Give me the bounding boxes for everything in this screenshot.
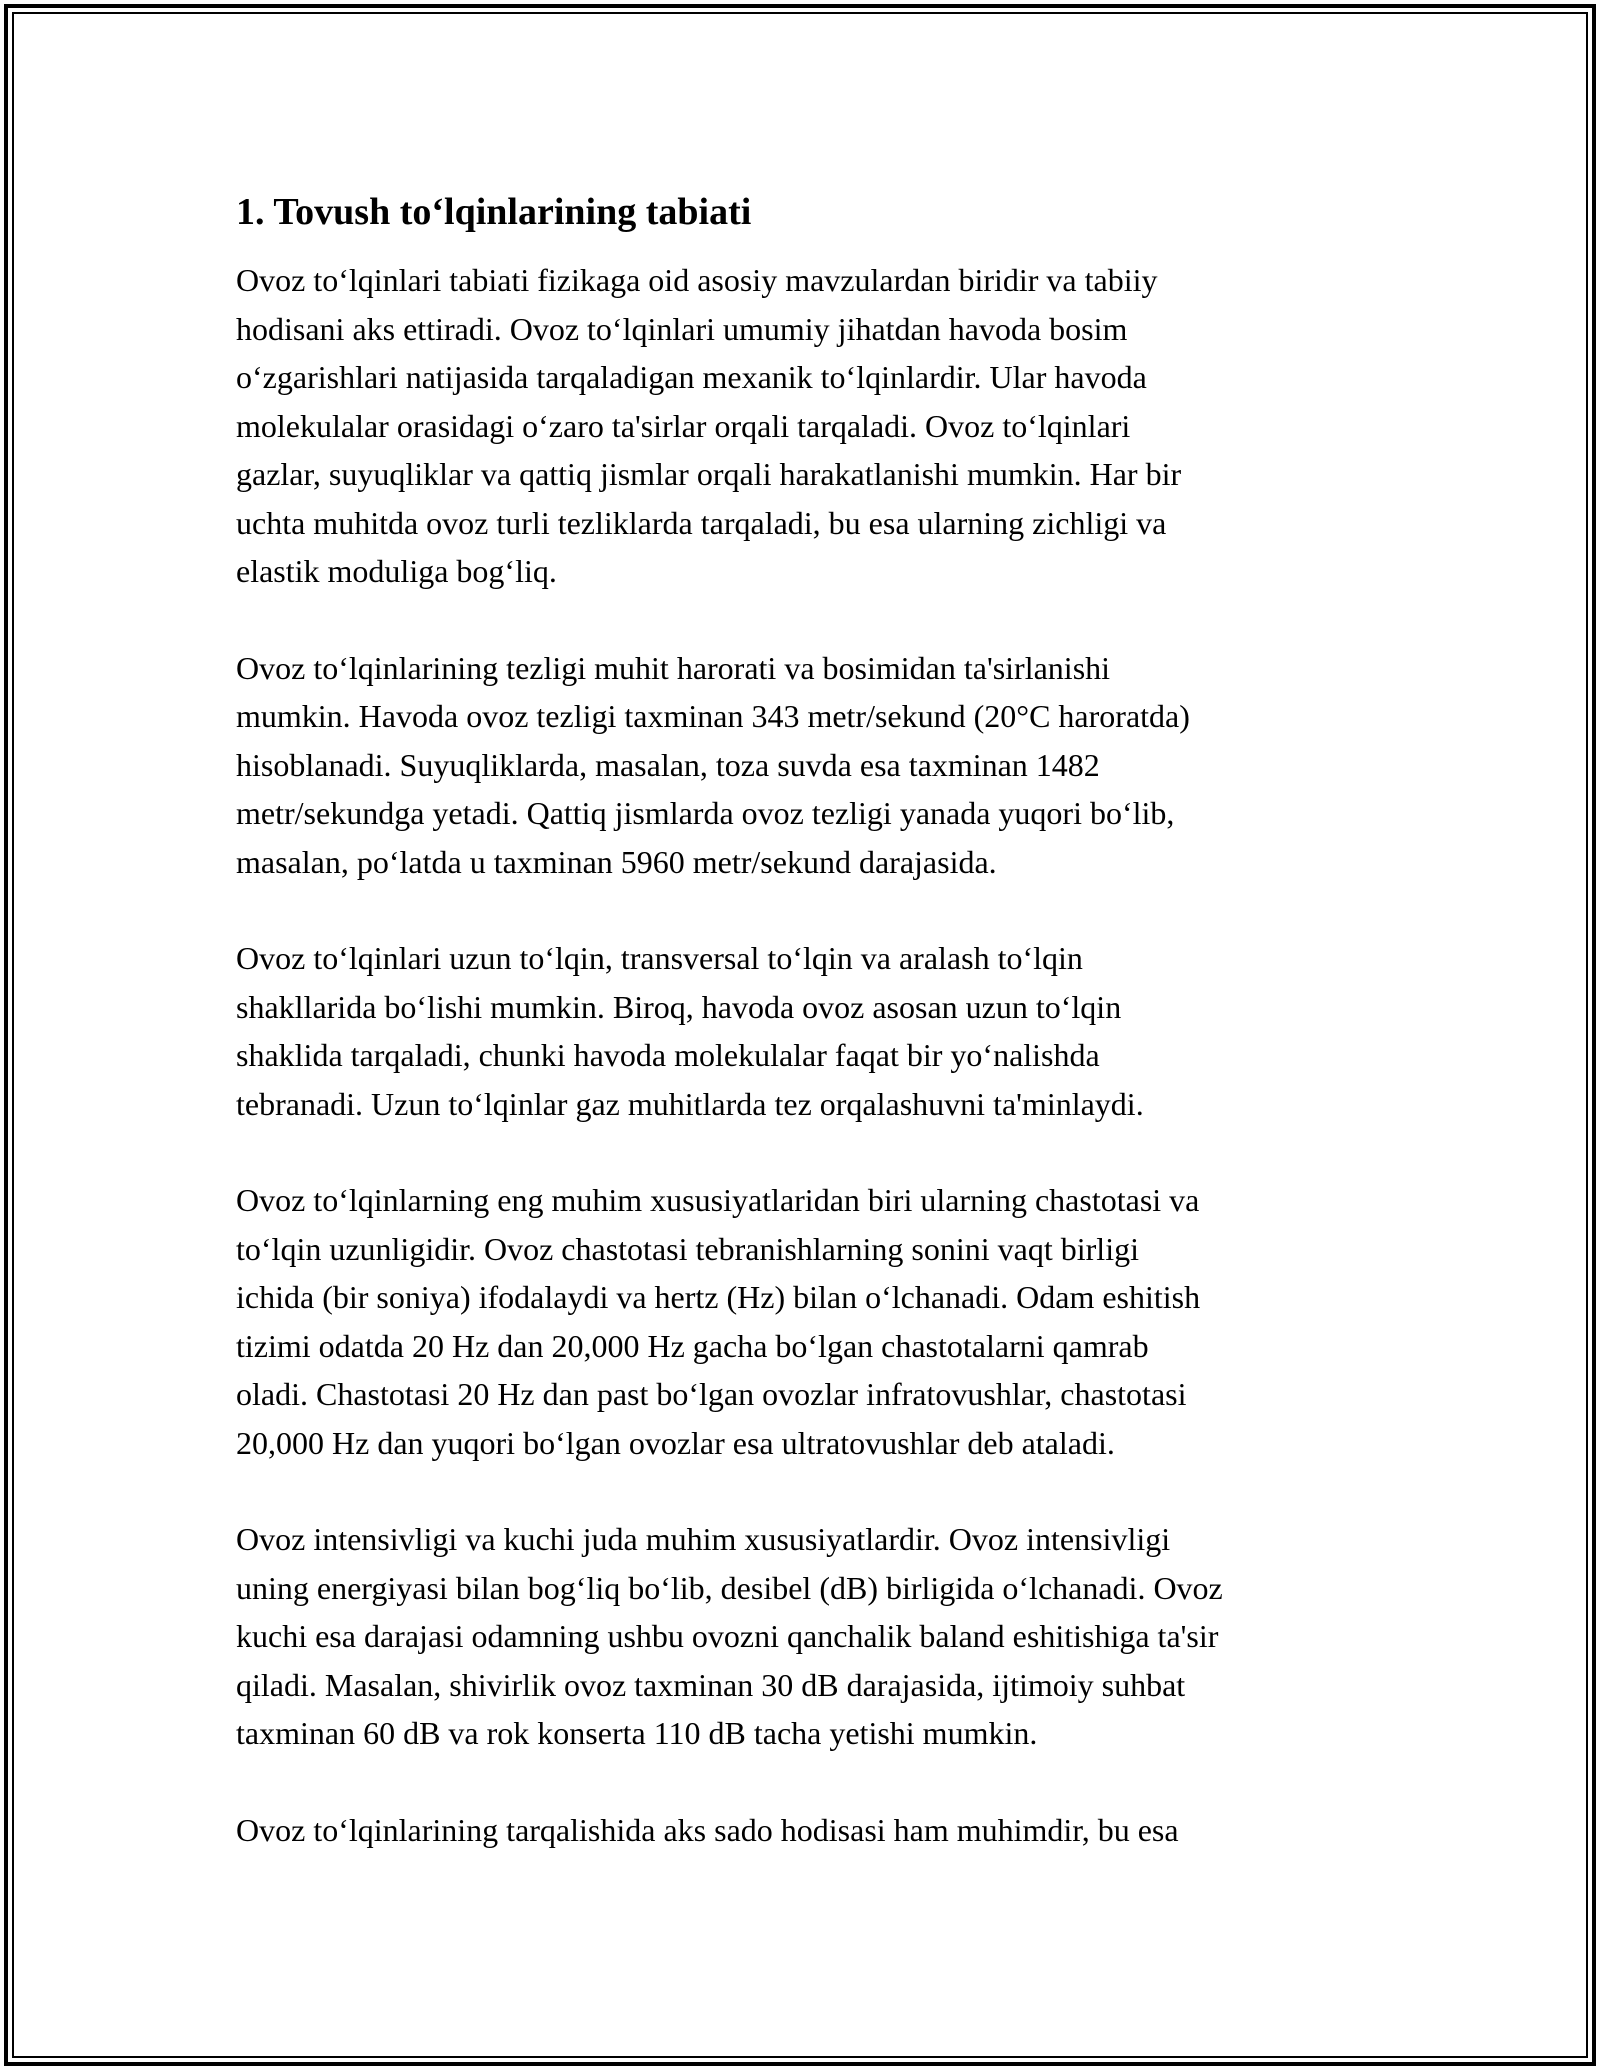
document-body bbox=[236, 188, 1376, 1902]
text-line: hisoblanadi. Suyuqliklarda, masalan, toza suvda esa taxminan 1482 bbox=[236, 746, 1100, 783]
paragraph-3 bbox=[236, 934, 1376, 1128]
text-line: gazlar, suyuqliklar va qattiq jismlar orqali harakatlanishi mumkin. Har bir bbox=[236, 456, 1182, 492]
paragraph-1 bbox=[236, 256, 1376, 596]
text-line: uning energiyasi bilan bog‘liq bo‘lib, desibel (dB) birligida o‘lchanadi. Ovoz bbox=[236, 1569, 1223, 1606]
text-line: Ovoz to‘lqinlarining tarqalishida aks sado hodisasi ham muhimdir, bu esa bbox=[236, 1811, 1179, 1848]
text-line: elastik moduliga bog‘liq. bbox=[236, 553, 557, 589]
text-line: Ovoz to‘lqinlarining tezligi muhit harorati va bosimidan ta'sirlanishi bbox=[236, 649, 1111, 686]
text-line: uchta muhitda ovoz turli tezliklarda tarqaladi, bu esa ularning zichligi va bbox=[236, 504, 1167, 541]
text-line: mumkin. Havoda ovoz tezligi taxminan 343 metr/sekund (20°C haroratda) bbox=[236, 698, 1190, 734]
text-line: Ovoz to‘lqinlari uzun to‘lqin, transversal to‘lqin va aralash to‘lqin bbox=[236, 940, 1083, 976]
section-heading: 1. Tovush to‘lqinlarining tabiati bbox=[236, 191, 752, 233]
text-line: Ovoz to‘lqinlarning eng muhim xususiyatlaridan biri ularning chastotasi va bbox=[236, 1182, 1200, 1218]
text-line: Ovoz to‘lqinlari tabiati fizikaga oid asosiy mavzulardan biridir va tabiiy bbox=[236, 262, 1158, 298]
text-line: oladi. Chastotasi 20 Hz dan past bo‘lgan ovozlar infratovushlar, chastotasi bbox=[236, 1376, 1187, 1412]
text-line: taxminan 60 dB va rok konserta 110 dB tacha yetishi mumkin. bbox=[236, 1715, 1038, 1751]
paragraph-2 bbox=[236, 644, 1376, 887]
text-line: kuchi esa darajasi odamning ushbu ovozni qanchalik baland eshitishiga ta'sir bbox=[236, 1618, 1219, 1654]
text-line: molekulalar orasidagi o‘zaro ta'sirlar orqali tarqaladi. Ovoz to‘lqinlari bbox=[236, 407, 1131, 444]
text-line: qiladi. Masalan, shivirlik ovoz taxminan 30 dB darajasida, ijtimoiy suhbat bbox=[236, 1666, 1186, 1703]
text-line: Ovoz intensivligi va kuchi juda muhim xususiyatlardir. Ovoz intensivligi bbox=[236, 1521, 1171, 1557]
text-line: tebranadi. Uzun to‘lqinlar gaz muhitlarda tez orqalashuvni ta'minlaydi. bbox=[236, 1085, 1144, 1122]
paragraph-6 bbox=[236, 1806, 1376, 1855]
paragraph-5 bbox=[236, 1515, 1376, 1758]
text-line: masalan, po‘latda u taxminan 5960 metr/sekund darajasida. bbox=[236, 843, 997, 880]
text-line: tizimi odatda 20 Hz dan 20,000 Hz gacha bo‘lgan chastotalarni qamrab bbox=[236, 1327, 1149, 1364]
text-line: 20,000 Hz dan yuqori bo‘lgan ovozlar esa ultratovushlar deb ataladi. bbox=[236, 1424, 1115, 1461]
text-line: shaklida tarqaladi, chunki havoda molekulalar faqat bir yo‘nalishda bbox=[236, 1037, 1100, 1073]
text-line: o‘zgarishlari natijasida tarqaladigan mexanik to‘lqinlardir. Ular havoda bbox=[236, 359, 1147, 395]
text-line: hodisani aks ettiradi. Ovoz to‘lqinlari umumiy jihatdan havoda bosim bbox=[236, 310, 1128, 347]
text-line: shakllarida bo‘lishi mumkin. Biroq, havoda ovoz asosan uzun to‘lqin bbox=[236, 988, 1122, 1025]
text-line: to‘lqin uzunligidir. Ovoz chastotasi tebranishlarning sonini vaqt birligi bbox=[236, 1230, 1139, 1267]
text-line: ichida (bir soniya) ifodalaydi va hertz (Hz) bilan o‘lchanadi. Odam eshitish bbox=[236, 1279, 1201, 1315]
paragraph-4 bbox=[236, 1176, 1376, 1467]
text-line: metr/sekundga yetadi. Qattiq jismlarda ovoz tezligi yanada yuqori bo‘lib, bbox=[236, 795, 1175, 831]
